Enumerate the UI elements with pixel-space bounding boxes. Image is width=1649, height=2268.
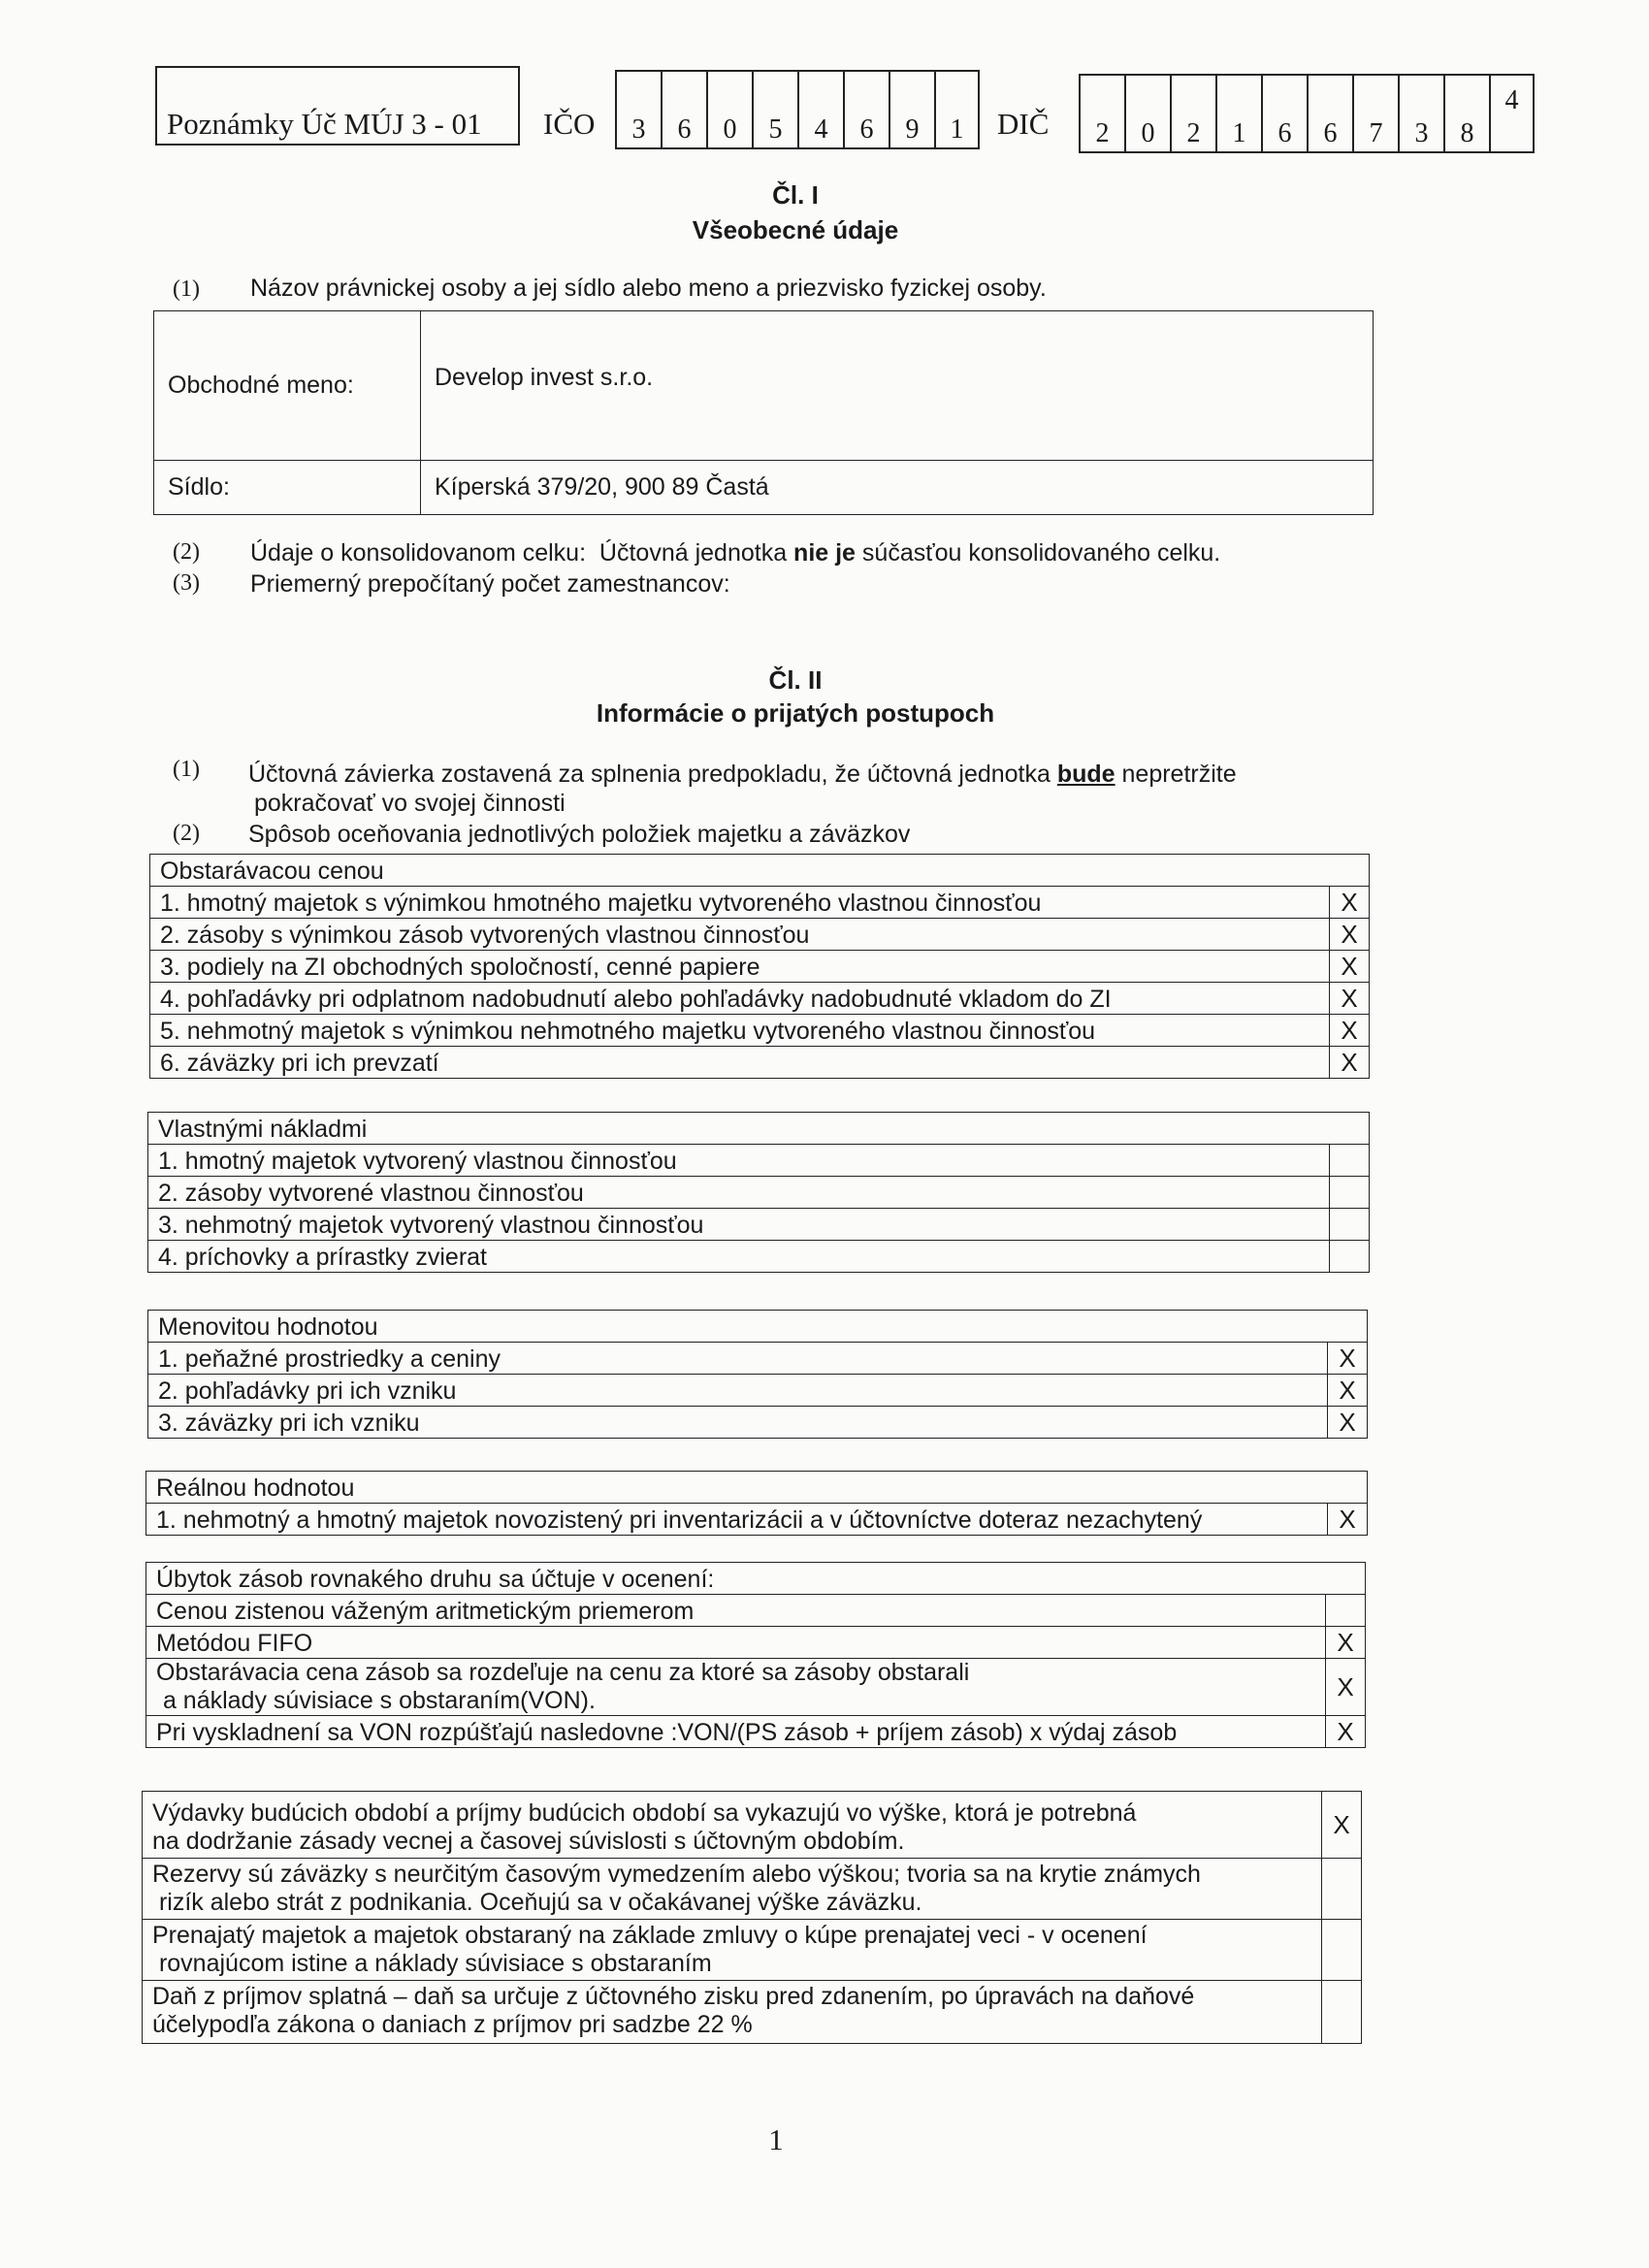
section1-item3-num: (3) [173,570,200,596]
row-label-line: rovnajúcom istine a náklady súvisiace s obstaraním [152,1950,712,1977]
table-obstaravacou [149,854,1370,1079]
check-mark [1330,1145,1370,1177]
row-label: 2. zásoby vytvorené vlastnou činnosťou [148,1177,1330,1209]
check-mark: X [1326,1627,1366,1659]
text-fragment: Údaje o konsolidovanom celku: Účtovná jednotka [250,539,794,567]
check-mark: X [1328,1375,1368,1407]
section2-title: Čl. II [768,665,823,695]
check-mark: X [1330,919,1370,951]
row-label-line: Výdavky budúcich období a príjmy budúcich období sa vykazujú vo výške, ktorá je potrebná [152,1799,1137,1827]
dic-label: DIČ [997,107,1050,141]
seat-value: Kíperská 379/20, 900 89 Častá [421,461,1374,515]
row-label-cell [143,1920,1322,1981]
digit-box: 6 [661,70,706,149]
check-mark: X [1328,1407,1368,1439]
check-mark: X [1330,1047,1370,1079]
row-label: 3. nehmotný majetok vytvorený vlastnou činnosťou [148,1209,1330,1241]
row-label-line: Rezervy sú záväzky s neurčitým časovým vymedzením alebo výškou; tvoria sa na krytie známych [152,1861,1201,1888]
row-label-line: a náklady súvisiace s obstaraním(VON). [156,1687,596,1714]
section1-item1-num: (1) [173,276,200,302]
section1-item2-text [250,539,1220,567]
table-row [150,983,1370,1015]
table-row [148,1375,1368,1407]
digit-box: 7 [1352,74,1398,153]
row-label-cell [143,1792,1322,1859]
row-label-line: na dodržanie zásady vecnej a časovej súvislosti s účtovným obdobím. [152,1828,905,1855]
table-ubytok [146,1562,1366,1748]
text-fragment: súčasťou konsolidovaného celku. [855,539,1221,567]
section2-item1-text [248,761,1237,789]
check-mark [1330,1241,1370,1273]
check-mark [1322,1920,1362,1981]
ico-digit-boxes [615,70,980,149]
row-label: 1. hmotný majetok vytvorený vlastnou činnosťou [148,1145,1330,1177]
check-mark: X [1330,951,1370,983]
digit-box: 0 [1124,74,1170,153]
section1-item2-num: (2) [173,539,200,565]
digit-box: 1 [934,70,980,149]
row-label: 3. podiely na ZI obchodných spoločností, cenné papiere [150,951,1330,983]
table-ostatne [142,1791,1362,2044]
digit-box: 5 [752,70,797,149]
table-row [146,1716,1366,1748]
digit-box: 2 [1079,74,1124,153]
page-number: 1 [768,2122,784,2156]
table-row [150,951,1370,983]
row-label: Metódou FIFO [146,1627,1326,1659]
digit-box: 0 [706,70,752,149]
table-header: Úbytok zásob rovnakého druhu sa účtuje v ocenení: [146,1563,1366,1595]
table-row [148,1407,1368,1439]
check-mark [1330,1209,1370,1241]
check-mark: X [1328,1504,1368,1536]
table-row [150,1047,1370,1079]
digit-box: 3 [615,70,661,149]
table-row [143,1920,1362,1981]
row-label-line: Obstarávacia cena zásob sa rozdeľuje na cenu za ktoré sa zásoby obstarali [156,1659,970,1686]
row-label: 6. záväzky pri ich prevzatí [150,1047,1330,1079]
text-fragment: bude [1056,761,1116,788]
digit-box: 6 [1261,74,1307,153]
row-label: 4. príchovky a prírastky zvierat [148,1241,1330,1273]
table-row [148,1145,1370,1177]
text-fragment: nepretržite [1115,761,1237,788]
digit-box: 1 [1215,74,1261,153]
identification-table [153,310,1374,515]
table-header: Menovitou hodnotou [148,1311,1368,1343]
table-header: Obstarávacou cenou [150,855,1370,887]
row-label: Cenou zistenou váženým aritmetickým priemerom [146,1595,1326,1627]
row-label-line: Daň z príjmov splatná – daň sa určuje z účtovného zisku pred zdanením, po úpravách na daňové [152,1983,1195,2010]
row-label: 1. nehmotný a hmotný majetok novozistený pri inventarizácii a v účtovníctve doteraz nezachytený [146,1504,1328,1536]
table-realnou [146,1471,1368,1536]
row-label-line: účelypodľa zákona o daniach z príjmov pri sadzbe 22 % [152,2011,753,2038]
row-label: 3. záväzky pri ich vzniku [148,1407,1328,1439]
section2-subtitle: Informácie o prijatých postupoch [596,698,995,728]
company-label: Obchodné meno: [154,311,421,461]
table-row [146,1504,1368,1536]
table-row [143,1981,1362,2044]
check-mark: X [1322,1792,1362,1859]
check-mark: X [1330,983,1370,1015]
digit-box: 4 [797,70,843,149]
row-label: 2. zásoby s výnimkou zásob vytvorených vlastnou činnosťou [150,919,1330,951]
company-value: Develop invest s.r.o. [421,311,1374,461]
digit-box: 9 [889,70,934,149]
table-row [150,1015,1370,1047]
digit-box: 6 [1307,74,1352,153]
seat-label: Sídlo: [154,461,421,515]
section1-subtitle: Všeobecné údaje [692,215,899,244]
ico-label: IČO [543,107,596,141]
section2-item1-text-cont: pokračovať vo svojej činnosti [254,790,566,817]
table-row [148,1209,1370,1241]
row-label: 5. nehmotný majetok s výnimkou nehmotného majetku vytvoreného vlastnou činnosťou [150,1015,1330,1047]
row-label: 1. peňažné prostriedky a ceniny [148,1343,1328,1375]
check-mark: X [1330,887,1370,919]
digit-box: 2 [1170,74,1215,153]
text-fragment: nie je [793,539,856,567]
check-mark: X [1326,1716,1366,1748]
text-fragment: Účtovná závierka zostavená za splnenia predpokladu, že účtovná jednotka [248,761,1057,788]
row-label: 1. hmotný majetok s výnimkou hmotného majetku vytvoreného vlastnou činnosťou [150,887,1330,919]
row-label: 4. pohľadávky pri odplatnom nadobudnutí alebo pohľadávky nadobudnuté vkladom do ZI [150,983,1330,1015]
check-mark: X [1326,1659,1366,1716]
check-mark [1322,1981,1362,2044]
dic-digit-boxes [1079,74,1535,153]
section1-item1-text: Názov právnickej osoby a jej sídlo alebo meno a priezvisko fyzickej osoby. [250,275,1047,302]
table-row [146,1627,1366,1659]
table-row [143,1859,1362,1920]
row-label: 2. pohľadávky pri ich vzniku [148,1375,1328,1407]
row-label-cell [143,1981,1322,2044]
row-label-line: Prenajatý majetok a majetok obstaraný na základe zmluvy o kúpe prenajatej veci - v ocenení [152,1922,1148,1949]
digit-box: 6 [843,70,889,149]
table-header: Vlastnými nákladmi [148,1113,1370,1145]
table-vlastnymi [147,1112,1370,1273]
check-mark [1322,1859,1362,1920]
check-mark [1326,1595,1366,1627]
digit-box: 3 [1398,74,1443,153]
check-mark [1330,1177,1370,1209]
table-row [148,1177,1370,1209]
form-title: Poznámky Úč MÚJ 3 - 01 [155,66,520,146]
table-row [143,1792,1362,1859]
table-header: Reálnou hodnotou [146,1472,1368,1504]
section1-title: Čl. I [772,180,819,210]
section1-item3-text: Priemerný prepočítaný počet zamestnancov: [250,570,730,598]
section2-item1-num: (1) [173,757,200,782]
check-mark: X [1328,1343,1368,1375]
table-row [150,887,1370,919]
check-mark: X [1330,1015,1370,1047]
row-label-cell [146,1659,1326,1716]
table-row [146,1659,1366,1716]
section2-item2-num: (2) [173,821,200,846]
table-row [148,1241,1370,1273]
table-row [148,1343,1368,1375]
digit-box: 4 [1489,74,1535,153]
section2-item2-text: Spôsob oceňovania jednotlivých položiek majetku a záväzkov [248,821,911,848]
row-label: Pri vyskladnení sa VON rozpúšťajú nasledovne :VON/(PS zásob + príjem zásob) x výdaj zásob [146,1716,1326,1748]
row-label-cell [143,1859,1322,1920]
table-row [150,919,1370,951]
row-label-line: rizík alebo strát z podnikania. Oceňujú sa v očakávanej výške záväzku. [152,1889,922,1916]
table-menovitou [147,1310,1368,1439]
table-row [146,1595,1366,1627]
digit-box: 8 [1443,74,1489,153]
